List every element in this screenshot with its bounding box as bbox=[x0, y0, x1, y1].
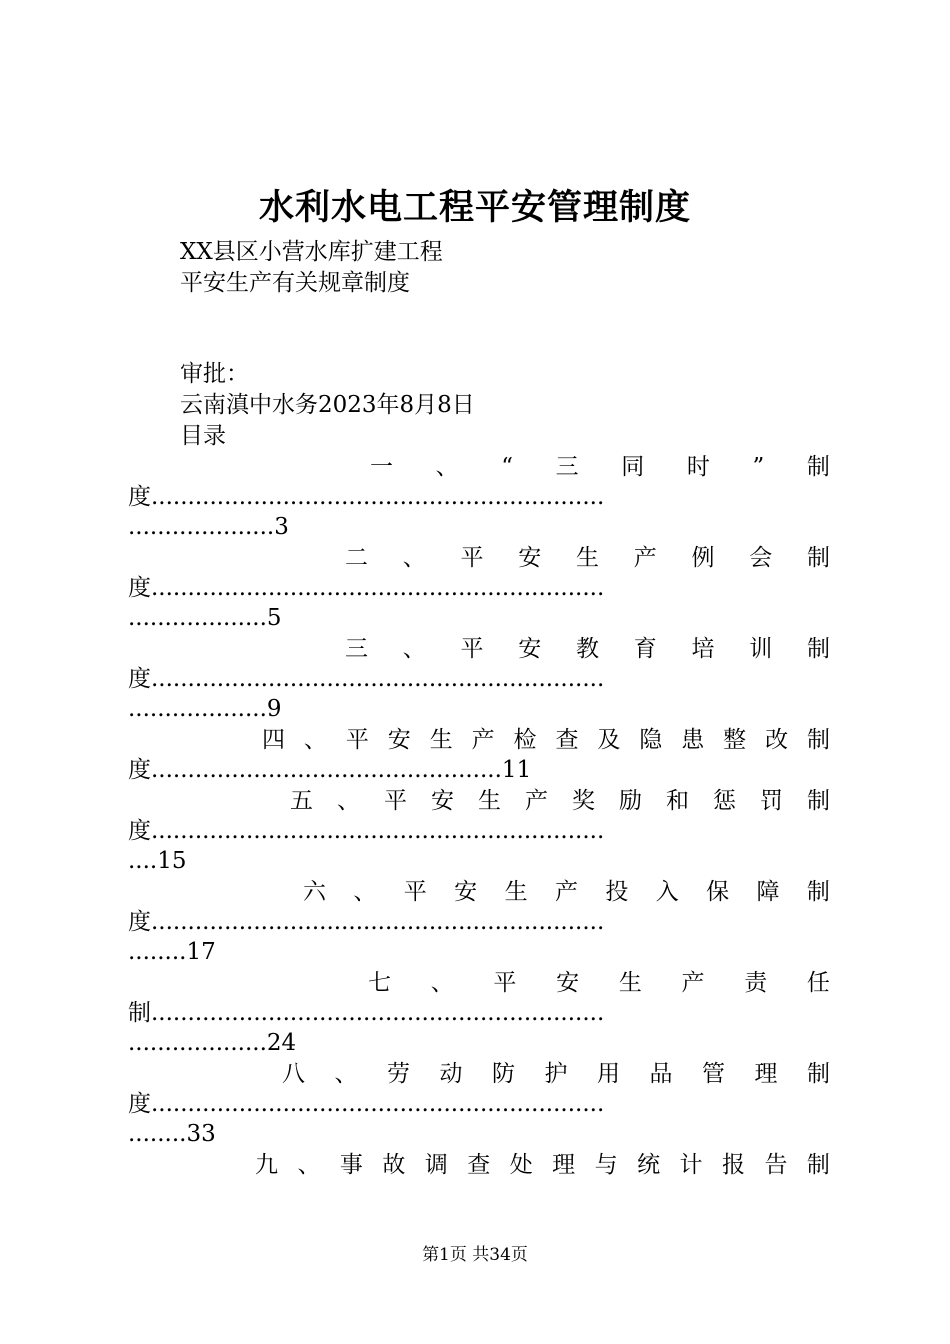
toc-entry-leader: 制.............................................................. bbox=[128, 1000, 605, 1026]
toc-entry-leader: 度.............................................................. bbox=[128, 666, 605, 692]
toc-entry[interactable] bbox=[128, 634, 830, 725]
toc-entry-page: ....15 bbox=[128, 848, 187, 874]
toc-entry-heading: 四 、 平 安 生 产 检 查 及 隐 患 整 改 制 bbox=[262, 727, 830, 753]
toc-entry-heading: 六 、 平 安 生 产 投 入 保 障 制 bbox=[303, 879, 830, 905]
toc-entry-page: ...................5 bbox=[128, 605, 282, 631]
table-of-contents bbox=[128, 452, 830, 1241]
toc-entry-page: ...................9 bbox=[128, 696, 282, 722]
toc-entry-page: ........33 bbox=[128, 1121, 216, 1147]
organization-date: 云南滇中水务2023年8月8日 bbox=[180, 392, 475, 418]
toc-entry-page: ...................24 bbox=[128, 1030, 297, 1056]
toc-entry-leader: 度.............................................................. bbox=[128, 909, 605, 935]
toc-label: 目录 bbox=[180, 423, 226, 449]
toc-entry[interactable] bbox=[128, 543, 830, 634]
toc-entry[interactable] bbox=[128, 1150, 830, 1241]
toc-entry-heading: 七 、 平 安 生 产 责 任 bbox=[368, 970, 830, 996]
toc-entry[interactable] bbox=[128, 452, 830, 543]
toc-entry-leader: 度.............................................................. bbox=[128, 484, 605, 510]
toc-entry[interactable] bbox=[128, 786, 830, 877]
toc-entry-heading: 二 、 平 安 生 产 例 会 制 bbox=[345, 545, 830, 571]
toc-entry[interactable] bbox=[128, 725, 830, 786]
toc-entry[interactable] bbox=[128, 1059, 830, 1150]
toc-entry-heading: 三 、 平 安 教 育 培 训 制 bbox=[345, 636, 830, 662]
approval-label: 审批： bbox=[180, 361, 249, 387]
toc-entry-page: ....................3 bbox=[128, 514, 289, 540]
toc-entry-heading: 八 、 劳 动 防 护 用 品 管 理 制 bbox=[282, 1061, 830, 1087]
toc-entry-heading: 五 、 平 安 生 产 奖 励 和 惩 罚 制 bbox=[290, 788, 830, 814]
toc-entry-leader: 度.............................................................. bbox=[128, 1091, 605, 1117]
toc-entry-leader: 度.............................................................. bbox=[128, 818, 605, 844]
project-name: XX县区小营水库扩建工程 bbox=[180, 239, 443, 265]
toc-entry-leader: 度................................................11 bbox=[128, 757, 532, 783]
toc-entry[interactable] bbox=[128, 968, 830, 1059]
page-footer: 第1页 共34页 bbox=[422, 1245, 528, 1265]
toc-entry-leader: 度.............................................................. bbox=[128, 575, 605, 601]
document-title: 水利水电工程平安管理制度 bbox=[258, 187, 691, 228]
toc-entry-heading: 九 、 事 故 调 查 处 理 与 统 计 报 告 制 bbox=[255, 1152, 830, 1178]
toc-entry[interactable] bbox=[128, 877, 830, 968]
toc-entry-page: ........17 bbox=[128, 939, 216, 965]
toc-entry-heading: 一 、 “ 三 同 时 ” 制 bbox=[370, 454, 830, 480]
regulation-heading: 平安生产有关规章制度 bbox=[180, 270, 410, 296]
